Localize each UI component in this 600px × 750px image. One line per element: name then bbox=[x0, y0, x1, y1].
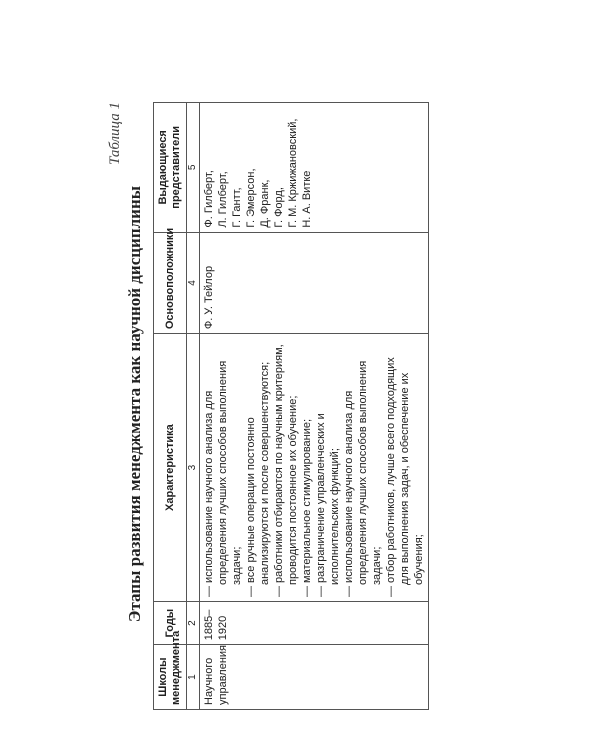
representative-item: Л. Гилберт, bbox=[217, 171, 229, 228]
representative-item: Ф. Гилберт, bbox=[203, 170, 215, 228]
characteristic-item: — разграничение управленческих и исполнительских функций; bbox=[314, 338, 342, 597]
characteristic-item: — работники отбираются по научным критериям, проводится постоянное их обучение; bbox=[272, 338, 300, 597]
representative-item: Г. Форд, bbox=[273, 187, 285, 228]
column-number: 3 bbox=[187, 334, 200, 602]
characteristic-item: — отбор работников, лучше всего подходящих для выполнения задач, и обеспечение их обучения; bbox=[384, 338, 426, 597]
header-representatives: Выдающиеся представители bbox=[154, 103, 187, 233]
header-years: Годы bbox=[154, 602, 187, 645]
column-number: 4 bbox=[187, 232, 200, 334]
column-number: 2 bbox=[187, 602, 200, 645]
header-school: Школы менеджмента bbox=[154, 645, 187, 710]
characteristics-cell bbox=[200, 334, 429, 602]
representative-item: Г. Эмерсон, bbox=[245, 168, 257, 228]
representative-item: Д. Франк, bbox=[259, 179, 271, 228]
table-title: Этапы развития менеджмента как научной дисциплины bbox=[125, 185, 144, 623]
table-row bbox=[200, 103, 429, 710]
table-label: Таблица 1 bbox=[107, 102, 123, 165]
representative-item: Н. А. Витке bbox=[301, 170, 313, 228]
column-number: 5 bbox=[187, 103, 200, 233]
characteristic-item: — использование научного анализа для определения лучших способов выполнения задачи; bbox=[202, 338, 244, 597]
column-number-row bbox=[187, 103, 200, 710]
founder-cell: Ф. У. Тейлор bbox=[200, 232, 429, 334]
header-characteristics: Характеристика bbox=[154, 334, 187, 602]
header-founders: Основоположники bbox=[154, 232, 187, 334]
representative-item: Г. М. Кржижановский, bbox=[287, 118, 299, 228]
characteristic-item: — материальное стимулирование; bbox=[300, 338, 314, 597]
representative-item: Г. Гантт, bbox=[231, 187, 243, 228]
header-row bbox=[154, 103, 187, 710]
representatives-cell bbox=[200, 103, 429, 233]
column-number: 1 bbox=[187, 645, 200, 710]
representatives-list bbox=[202, 107, 314, 228]
stages-table bbox=[153, 102, 429, 710]
characteristic-item: — использование научного анализа для определения лучших способов выполнения задачи; bbox=[342, 338, 384, 597]
school-cell: Научного управления bbox=[200, 645, 429, 710]
characteristics-list bbox=[202, 338, 426, 597]
characteristic-item: — все ручные операции постоянно анализируются и после совершенствуются; bbox=[244, 338, 272, 597]
years-cell: 1885–1920 bbox=[200, 602, 429, 645]
